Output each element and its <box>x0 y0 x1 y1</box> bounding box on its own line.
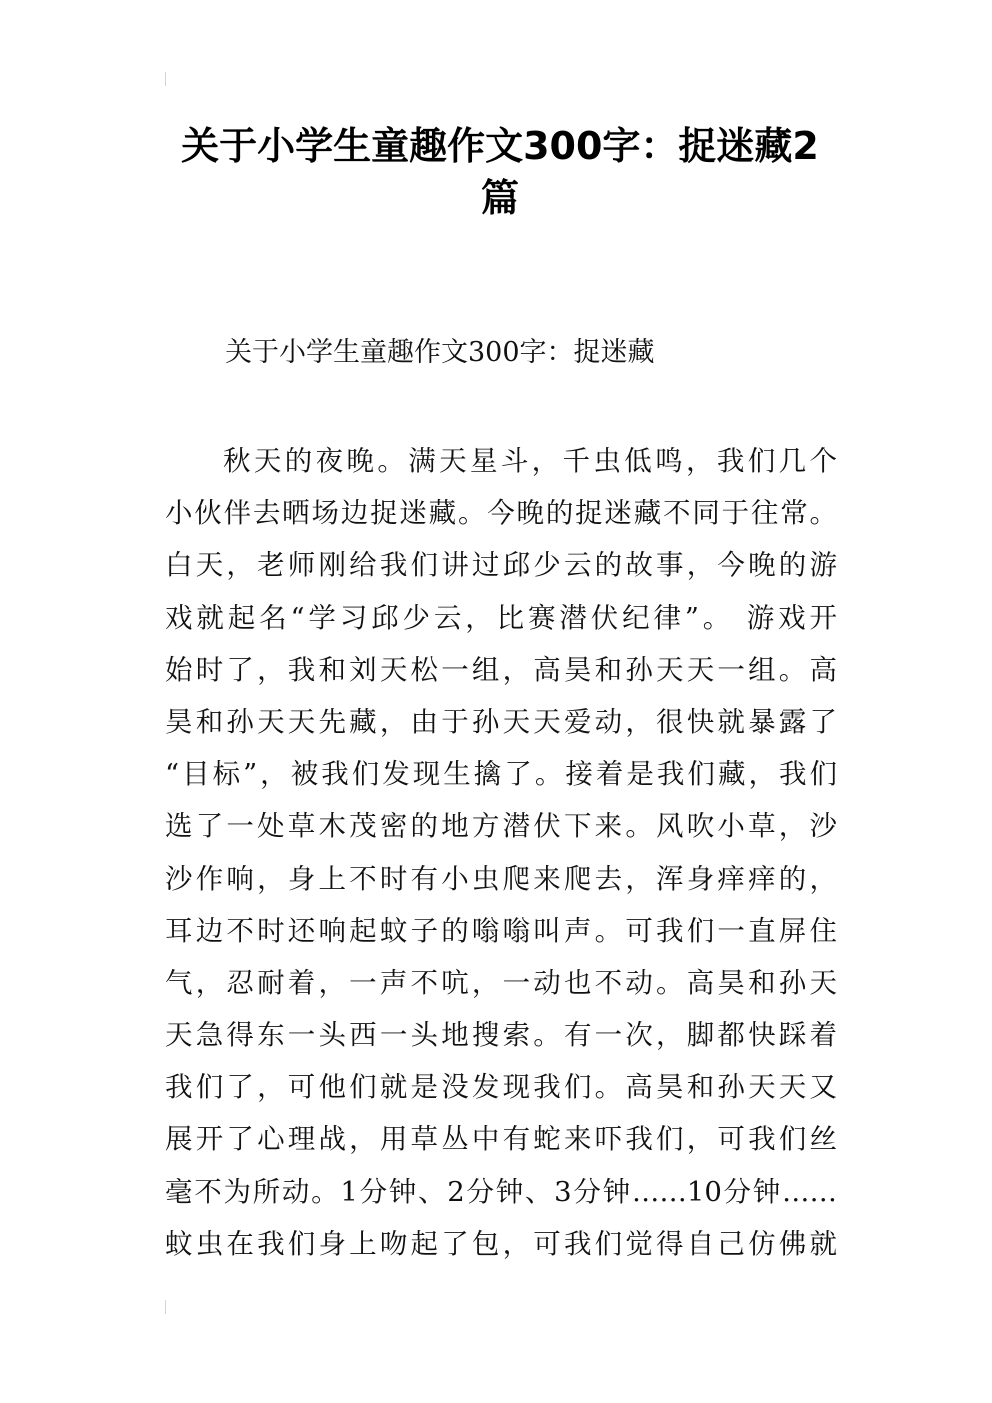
document-title-line-2: 篇 <box>480 176 519 220</box>
document-title-line-1: 关于小学生童趣作文300字：捉迷藏2 <box>181 124 819 168</box>
body-line: 毫不为所动。1分钟、2分钟、3分钟……10分钟…… <box>165 1175 837 1208</box>
body-line: “目标”，被我们发现生擒了。接着是我们藏，我们 <box>165 758 837 791</box>
body-line: 天急得东一头西一头地搜索。有一次，脚都快踩着 <box>165 1019 837 1052</box>
essay-subtitle: 关于小学生童趣作文300字：捉迷藏 <box>225 337 655 368</box>
body-line: 我们了，可他们就是没发现我们。高昊和孙天天又 <box>165 1071 837 1104</box>
body-line: 小伙伴去晒场边捉迷藏。今晚的捉迷藏不同于往常。 <box>165 497 837 530</box>
body-line: 白天，老师刚给我们讲过邱少云的故事，今晚的游 <box>165 549 837 582</box>
body-line: 始时了，我和刘天松一组，高昊和孙天天一组。高 <box>165 653 837 686</box>
body-line: 蚊虫在我们身上吻起了包，可我们觉得自己仿佛就 <box>165 1227 837 1260</box>
corner-crop-mark-bottom <box>165 1300 166 1314</box>
body-line: 耳边不时还响起蚊子的嗡嗡叫声。可我们一直屏住 <box>165 914 837 947</box>
body-line: 秋天的夜晚。满天星斗，千虫低鸣，我们几个 <box>223 445 837 477</box>
body-line: 沙作响，身上不时有小虫爬来爬去，浑身痒痒的， <box>165 862 837 895</box>
body-line: 展开了心理战，用草丛中有蛇来吓我们，可我们丝 <box>165 1123 837 1156</box>
body-line: 气，忍耐着，一声不吭，一动也不动。高昊和孙天 <box>165 966 837 999</box>
essay-body <box>165 435 837 1270</box>
body-line: 选了一处草木茂密的地方潜伏下来。风吹小草，沙 <box>165 810 837 843</box>
body-line: 昊和孙天天先藏，由于孙天天爱动，很快就暴露了 <box>165 705 837 738</box>
document-title <box>150 120 850 224</box>
corner-crop-mark-top <box>165 72 166 86</box>
body-line: 戏就起名“学习邱少云，比赛潜伏纪律”。 游戏开 <box>165 601 837 634</box>
